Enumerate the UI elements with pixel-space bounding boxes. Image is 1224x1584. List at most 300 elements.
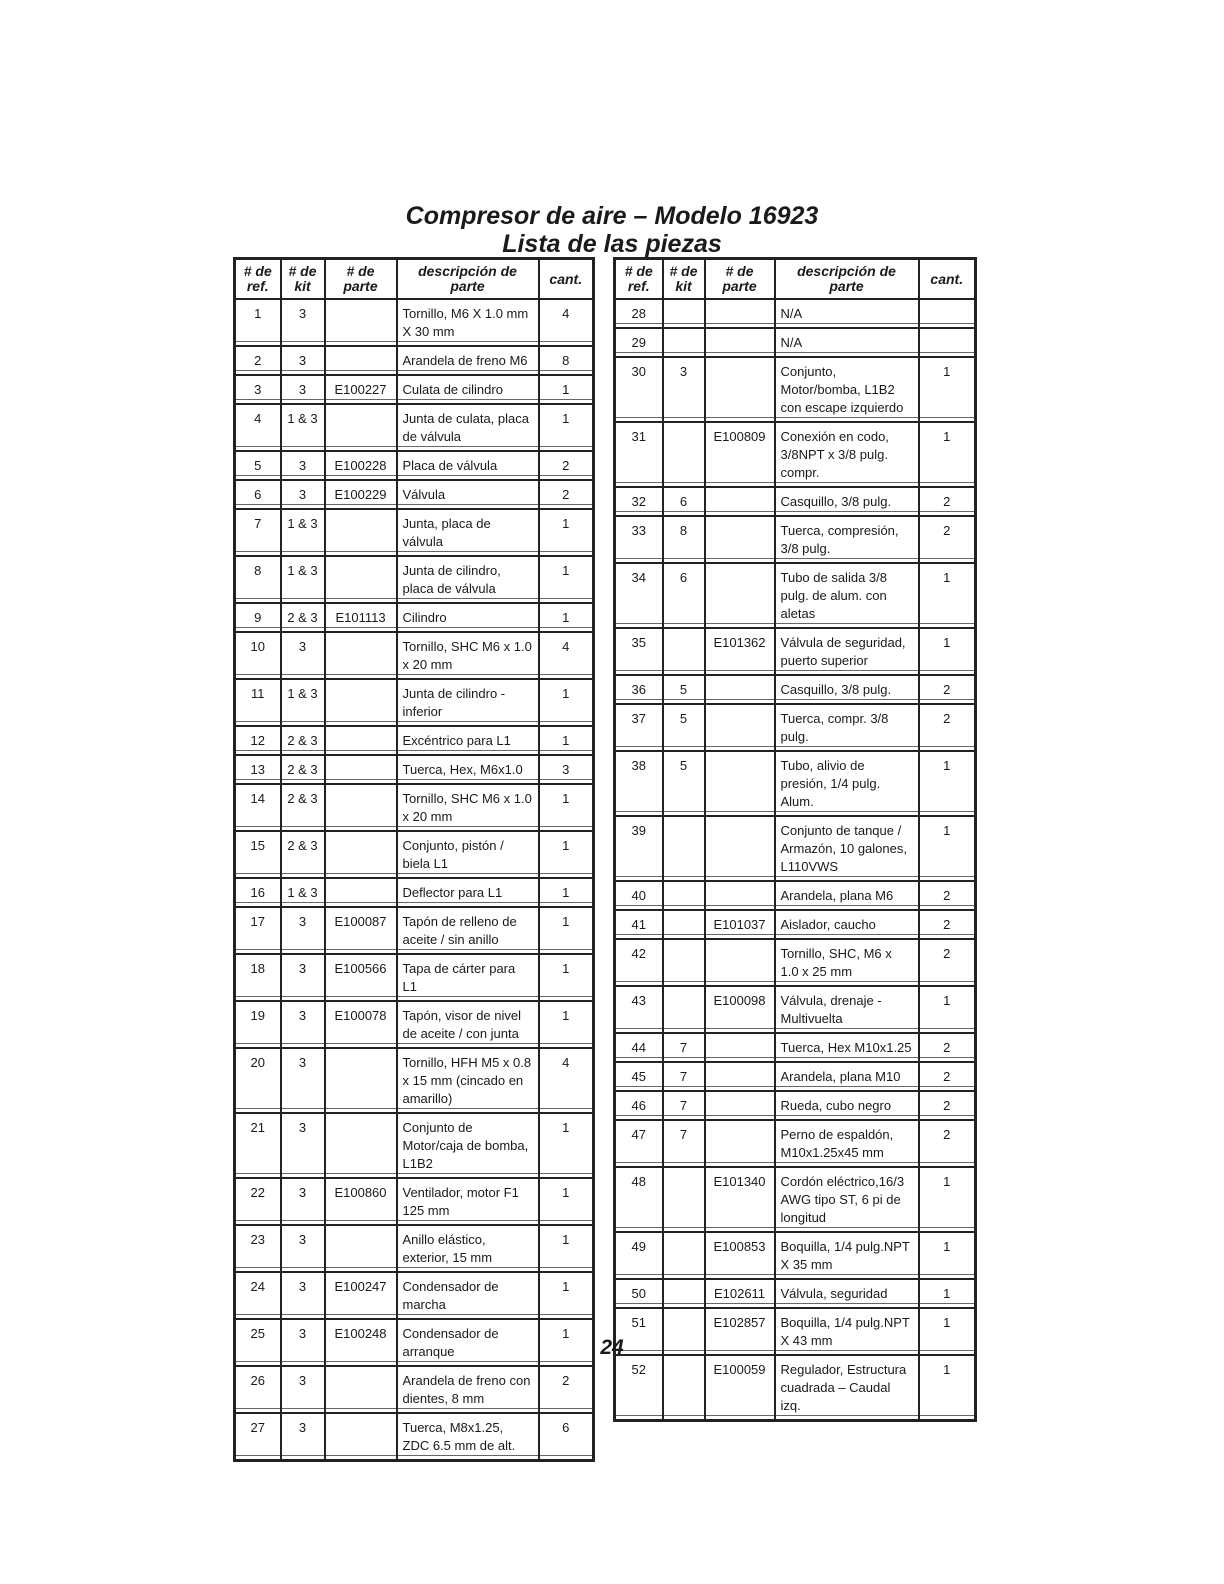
ref-cell: 47 [615,1120,663,1167]
part-number-cell [705,516,775,563]
quantity-cell: 1 [539,1319,594,1366]
description-cell: Junta de cilindro - inferior [397,679,539,726]
description-cell: Tornillo, HFH M5 x 0.8 x 15 mm (cincado en amarillo) [397,1048,539,1113]
kit-cell: 5 [663,704,705,751]
ref-cell: 44 [615,1033,663,1062]
quantity-cell: 1 [539,907,594,954]
quantity-cell: 6 [539,1413,594,1461]
quantity-cell: 1 [539,1272,594,1319]
table-row [235,1113,594,1178]
quantity-cell: 1 [919,751,976,816]
kit-cell [663,881,705,910]
kit-cell: 3 [281,1178,325,1225]
table-row [235,556,594,603]
quantity-cell: 2 [919,516,976,563]
table-row [235,726,594,755]
part-number-cell: E100247 [325,1272,397,1319]
description-cell: Tuerca, compresión, 3/8 pulg. [775,516,919,563]
ref-cell: 16 [235,878,281,907]
quantity-cell: 1 [919,563,976,628]
header-description: descripción de parte [775,259,919,300]
ref-cell: 12 [235,726,281,755]
ref-cell: 48 [615,1167,663,1232]
part-number-cell [325,632,397,679]
kit-cell: 1 & 3 [281,878,325,907]
quantity-cell: 1 [539,1001,594,1048]
part-number-cell: E100087 [325,907,397,954]
ref-cell: 1 [235,299,281,346]
quantity-cell: 1 [919,1232,976,1279]
part-number-cell [325,1113,397,1178]
kit-cell: 1 & 3 [281,404,325,451]
description-cell: Conjunto, Motor/bomba, L1B2 con escape izquierdo [775,357,919,422]
quantity-cell: 1 [539,679,594,726]
table-row [615,563,976,628]
kit-cell: 3 [281,1319,325,1366]
ref-cell: 26 [235,1366,281,1413]
kit-cell: 3 [281,954,325,1001]
description-cell: Rueda, cubo negro [775,1091,919,1120]
kit-cell: 5 [663,751,705,816]
kit-cell: 3 [281,299,325,346]
kit-cell: 7 [663,1062,705,1091]
quantity-cell: 1 [919,1167,976,1232]
part-number-cell [325,831,397,878]
quantity-cell: 1 [539,726,594,755]
kit-cell: 6 [663,563,705,628]
description-cell: Deflector para L1 [397,878,539,907]
table-row [615,299,976,328]
kit-cell: 2 & 3 [281,755,325,784]
description-cell: Arandela, plana M10 [775,1062,919,1091]
header-kit: # de kit [281,259,325,300]
quantity-cell: 1 [539,404,594,451]
document-title: Compresor de aire – Modelo 16923 [405,202,819,230]
table-row [235,784,594,831]
part-number-cell: E101037 [705,910,775,939]
part-number-cell [705,1091,775,1120]
quantity-cell: 1 [919,628,976,675]
part-number-cell [325,1048,397,1113]
table-row [235,755,594,784]
parts-table-right [613,257,977,1422]
ref-cell: 52 [615,1355,663,1421]
part-number-cell: E100059 [705,1355,775,1421]
kit-cell: 3 [281,907,325,954]
description-cell: Casquillo, 3/8 pulg. [775,675,919,704]
table-row [615,881,976,910]
kit-cell [663,1167,705,1232]
kit-cell [663,1279,705,1308]
ref-cell: 21 [235,1113,281,1178]
quantity-cell: 2 [919,1120,976,1167]
description-cell: Excéntrico para L1 [397,726,539,755]
part-number-cell: E100227 [325,375,397,404]
description-cell: Boquilla, 1/4 pulg.NPT X 43 mm [775,1308,919,1355]
description-cell: Placa de válvula [397,451,539,480]
table-row [235,954,594,1001]
ref-cell: 29 [615,328,663,357]
quantity-cell: 1 [919,1279,976,1308]
quantity-cell: 2 [539,451,594,480]
quantity-cell [919,328,976,357]
kit-cell: 3 [281,1272,325,1319]
description-cell: Tapón, visor de nivel de aceite / con junta [397,1001,539,1048]
quantity-cell: 4 [539,1048,594,1113]
part-number-cell: E100098 [705,986,775,1033]
part-number-cell: E100248 [325,1319,397,1366]
ref-cell: 20 [235,1048,281,1113]
ref-cell: 42 [615,939,663,986]
description-cell: Válvula de seguridad, puerto superior [775,628,919,675]
description-cell: Arandela, plana M6 [775,881,919,910]
table-row [235,1001,594,1048]
kit-cell: 2 & 3 [281,603,325,632]
kit-cell [663,939,705,986]
kit-cell: 3 [281,1001,325,1048]
quantity-cell: 1 [539,1178,594,1225]
part-number-cell: E101340 [705,1167,775,1232]
table-row [235,299,594,346]
ref-cell: 34 [615,563,663,628]
part-number-cell: E101113 [325,603,397,632]
description-cell: N/A [775,299,919,328]
part-number-cell [705,328,775,357]
description-cell: Junta de cilindro, placa de válvula [397,556,539,603]
part-number-cell: E100860 [325,1178,397,1225]
table-row [615,516,976,563]
ref-cell: 41 [615,910,663,939]
quantity-cell: 2 [919,1091,976,1120]
part-number-cell [705,939,775,986]
ref-cell: 14 [235,784,281,831]
description-cell: Ventilador, motor F1 125 mm [397,1178,539,1225]
part-number-cell [325,679,397,726]
ref-cell: 28 [615,299,663,328]
part-number-cell [325,755,397,784]
kit-cell: 8 [663,516,705,563]
kit-cell [663,1355,705,1421]
quantity-cell: 3 [539,755,594,784]
table-row [235,480,594,509]
ref-cell: 5 [235,451,281,480]
description-cell: Tuerca, Hex, M6x1.0 [397,755,539,784]
description-cell: Tuerca, compr. 3/8 pulg. [775,704,919,751]
description-cell: Tornillo, SHC M6 x 1.0 x 20 mm [397,632,539,679]
part-number-cell: E102857 [705,1308,775,1355]
kit-cell: 5 [663,675,705,704]
ref-cell: 7 [235,509,281,556]
description-cell: Tuerca, Hex M10x1.25 [775,1033,919,1062]
ref-cell: 51 [615,1308,663,1355]
description-cell: Tapa de cárter para L1 [397,954,539,1001]
part-number-cell [325,726,397,755]
kit-cell: 3 [281,632,325,679]
kit-cell [663,628,705,675]
kit-cell: 3 [281,375,325,404]
table-row [615,357,976,422]
description-cell: Tapón de relleno de aceite / sin anillo [397,907,539,954]
description-cell: Tuerca, M8x1.25, ZDC 6.5 mm de alt. [397,1413,539,1461]
table-row [235,375,594,404]
description-cell: Casquillo, 3/8 pulg. [775,487,919,516]
quantity-cell: 2 [919,675,976,704]
description-cell: Aislador, caucho [775,910,919,939]
quantity-cell: 1 [539,831,594,878]
table-row [615,1033,976,1062]
kit-cell [663,1232,705,1279]
kit-cell: 7 [663,1033,705,1062]
part-number-cell [325,1225,397,1272]
table-row [235,679,594,726]
quantity-cell: 1 [539,509,594,556]
part-number-cell: E101362 [705,628,775,675]
kit-cell: 7 [663,1120,705,1167]
ref-cell: 19 [235,1001,281,1048]
description-cell: Anillo elástico, exterior, 15 mm [397,1225,539,1272]
quantity-cell: 2 [919,704,976,751]
quantity-cell: 4 [539,632,594,679]
ref-cell: 13 [235,755,281,784]
description-cell: Tornillo, M6 X 1.0 mm X 30 mm [397,299,539,346]
kit-cell [663,422,705,487]
kit-cell: 3 [281,1048,325,1113]
quantity-cell: 2 [919,881,976,910]
part-number-cell [705,751,775,816]
ref-cell: 30 [615,357,663,422]
quantity-cell: 1 [919,1355,976,1421]
quantity-cell: 1 [539,556,594,603]
description-cell: Boquilla, 1/4 pulg.NPT X 35 mm [775,1232,919,1279]
description-cell: Tubo de salida 3/8 pulg. de alum. con aletas [775,563,919,628]
table-row [235,346,594,375]
table-row [235,1272,594,1319]
kit-cell: 1 & 3 [281,679,325,726]
table-row [235,404,594,451]
kit-cell: 3 [281,1225,325,1272]
ref-cell: 10 [235,632,281,679]
description-cell: Perno de espaldón, M10x1.25x45 mm [775,1120,919,1167]
description-cell: Cordón eléctrico,16/3 AWG tipo ST, 6 pi de longitud [775,1167,919,1232]
table-row [615,704,976,751]
table-row [615,1355,976,1421]
table-row [235,1225,594,1272]
quantity-cell: 2 [539,480,594,509]
ref-cell: 36 [615,675,663,704]
part-number-cell [325,1413,397,1461]
table-row [235,632,594,679]
description-cell: Junta de culata, placa de válvula [397,404,539,451]
part-number-cell [325,404,397,451]
ref-cell: 49 [615,1232,663,1279]
header-part: # de parte [705,259,775,300]
part-number-cell [325,346,397,375]
part-number-cell: E100566 [325,954,397,1001]
part-number-cell [705,563,775,628]
ref-cell: 18 [235,954,281,1001]
kit-cell: 3 [281,480,325,509]
description-cell: N/A [775,328,919,357]
quantity-cell: 2 [919,1062,976,1091]
part-number-cell: E102611 [705,1279,775,1308]
ref-cell: 3 [235,375,281,404]
kit-cell: 3 [281,1366,325,1413]
kit-cell: 6 [663,487,705,516]
table-row [615,1279,976,1308]
part-number-cell: E100078 [325,1001,397,1048]
description-cell: Regulador, Estructura cuadrada – Caudal izq. [775,1355,919,1421]
table-row [235,1413,594,1461]
table-row [615,628,976,675]
kit-cell [663,299,705,328]
ref-cell: 15 [235,831,281,878]
quantity-cell: 1 [539,375,594,404]
kit-cell [663,816,705,881]
table-row [615,816,976,881]
table-header-row [235,259,594,300]
header-ref: # de ref. [235,259,281,300]
table-row [235,878,594,907]
ref-cell: 46 [615,1091,663,1120]
part-number-cell [705,704,775,751]
ref-cell: 2 [235,346,281,375]
kit-cell: 3 [281,451,325,480]
part-number-cell [325,556,397,603]
table-row [615,939,976,986]
ref-cell: 39 [615,816,663,881]
description-cell: Tornillo, SHC M6 x 1.0 x 20 mm [397,784,539,831]
part-number-cell [705,675,775,704]
table-row [615,487,976,516]
description-cell: Conjunto, pistón / biela L1 [397,831,539,878]
header-description: descripción de parte [397,259,539,300]
kit-cell: 7 [663,1091,705,1120]
ref-cell: 22 [235,1178,281,1225]
table-row [615,986,976,1033]
table-row [235,603,594,632]
quantity-cell: 1 [539,1225,594,1272]
quantity-cell [919,299,976,328]
quantity-cell: 1 [919,422,976,487]
part-number-cell [705,881,775,910]
kit-cell: 3 [281,346,325,375]
quantity-cell: 8 [539,346,594,375]
table-row [235,1178,594,1225]
page-number: 24 [600,1336,624,1359]
part-number-cell: E100853 [705,1232,775,1279]
description-cell: Válvula, drenaje - Multivuelta [775,986,919,1033]
quantity-cell: 1 [919,1308,976,1355]
table-row [615,675,976,704]
ref-cell: 33 [615,516,663,563]
table-row [235,451,594,480]
table-header-row [615,259,976,300]
table-row [235,509,594,556]
kit-cell: 2 & 3 [281,831,325,878]
description-cell: Condensador de arranque [397,1319,539,1366]
description-cell: Conexión en codo, 3/8NPT x 3/8 pulg. compr. [775,422,919,487]
quantity-cell: 1 [539,784,594,831]
quantity-cell: 1 [539,954,594,1001]
ref-cell: 37 [615,704,663,751]
part-number-cell [325,784,397,831]
quantity-cell: 1 [919,986,976,1033]
ref-cell: 38 [615,751,663,816]
quantity-cell: 1 [539,878,594,907]
part-number-cell [705,816,775,881]
part-number-cell [325,299,397,346]
quantity-cell: 1 [919,357,976,422]
part-number-cell [705,357,775,422]
description-cell: Junta, placa de válvula [397,509,539,556]
ref-cell: 40 [615,881,663,910]
ref-cell: 50 [615,1279,663,1308]
description-cell: Conjunto de tanque / Armazón, 10 galones, L110VWS [775,816,919,881]
ref-cell: 9 [235,603,281,632]
description-cell: Tubo, alivio de presión, 1/4 pulg. Alum. [775,751,919,816]
table-row [235,831,594,878]
part-number-cell [705,1062,775,1091]
table-row [235,1366,594,1413]
description-cell: Cilindro [397,603,539,632]
ref-cell: 45 [615,1062,663,1091]
table-row [615,422,976,487]
kit-cell: 3 [663,357,705,422]
document-subtitle: Lista de las piezas [502,230,722,258]
quantity-cell: 2 [919,939,976,986]
part-number-cell [705,1120,775,1167]
header-ref: # de ref. [615,259,663,300]
kit-cell [663,910,705,939]
ref-cell: 8 [235,556,281,603]
part-number-cell: E100809 [705,422,775,487]
header-kit: # de kit [663,259,705,300]
description-cell: Culata de cilindro [397,375,539,404]
ref-cell: 27 [235,1413,281,1461]
table-row [235,1048,594,1113]
table-row [615,1120,976,1167]
quantity-cell: 2 [919,910,976,939]
header-part: # de parte [325,259,397,300]
ref-cell: 35 [615,628,663,675]
part-number-cell [325,509,397,556]
kit-cell [663,328,705,357]
part-number-cell [705,487,775,516]
description-cell: Válvula, seguridad [775,1279,919,1308]
kit-cell: 2 & 3 [281,726,325,755]
quantity-cell: 4 [539,299,594,346]
quantity-cell: 1 [919,816,976,881]
description-cell: Arandela de freno con dientes, 8 mm [397,1366,539,1413]
ref-cell: 6 [235,480,281,509]
part-number-cell [325,878,397,907]
kit-cell [663,986,705,1033]
kit-cell: 3 [281,1113,325,1178]
table-row [615,1062,976,1091]
kit-cell: 3 [281,1413,325,1461]
table-row [615,1091,976,1120]
quantity-cell: 2 [539,1366,594,1413]
table-row [615,910,976,939]
quantity-cell: 2 [919,487,976,516]
ref-cell: 25 [235,1319,281,1366]
table-row [615,1232,976,1279]
quantity-cell: 1 [539,1113,594,1178]
header-quantity: cant. [919,259,976,300]
kit-cell: 2 & 3 [281,784,325,831]
parts-table-left [233,257,595,1462]
header-quantity: cant. [539,259,594,300]
